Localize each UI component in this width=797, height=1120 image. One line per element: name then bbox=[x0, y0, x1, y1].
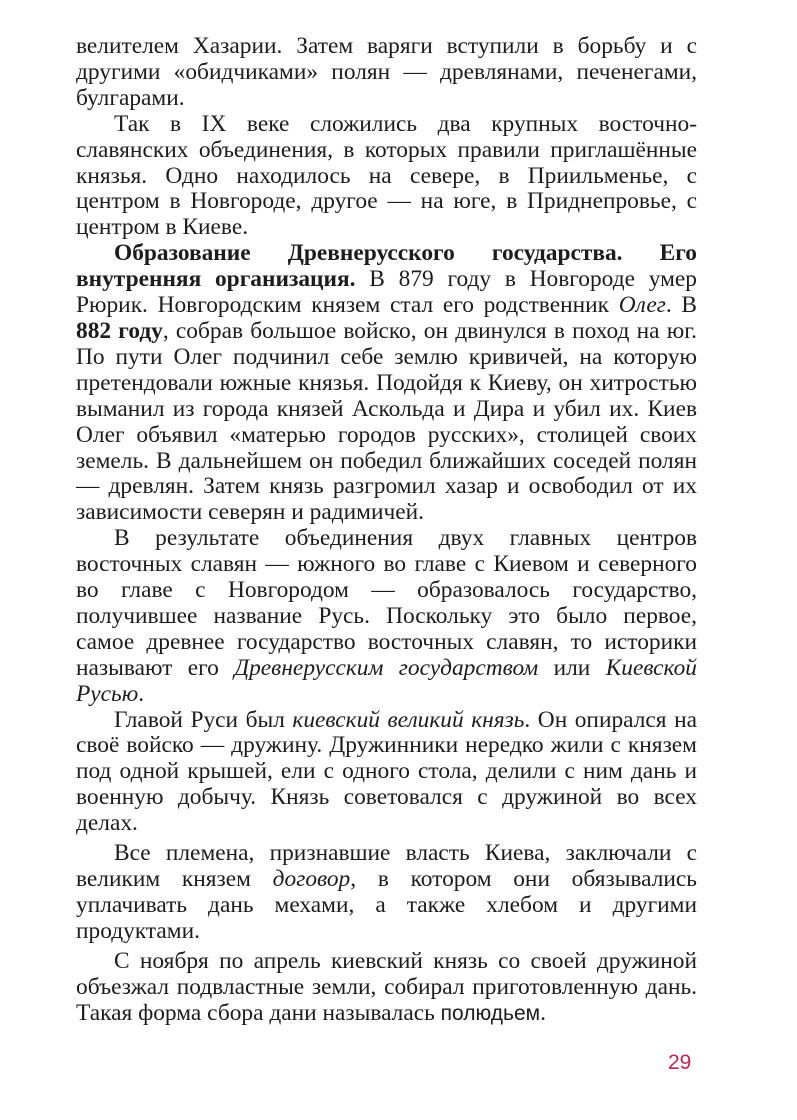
section-heading: Образование Древнерусского государства. Его внутренняя организация. bbox=[76, 240, 697, 293]
paragraph-text: велителем Хазарии. Затем варяги вступили в борьбу и с другими «обидчиками» полян — древлянами, печенегами, булгарами. bbox=[76, 33, 697, 111]
paragraph-text: или bbox=[538, 654, 606, 681]
paragraph-text: В результате объединения двух главных центров восточных славян — южного во главе с Киевом и северного во главе с Новгородом — образовалось государство, получившее название Русь. Поскольку это было первое, самое древнее государство восточных славян, то историки называют его bbox=[76, 525, 697, 681]
paragraph-text: , в котором они обязывались уплачивать дань мехами, а также хлебом и другими продуктами. bbox=[76, 866, 697, 944]
paragraph-formation bbox=[76, 241, 697, 526]
paragraph-text: . bbox=[540, 999, 546, 1026]
term-treaty: договор bbox=[272, 866, 351, 892]
paragraph-rus-name bbox=[76, 526, 697, 707]
paragraph-treaty bbox=[76, 841, 697, 945]
paragraph-text: С ноября по апрель киевский князь со своей дружиной объезжал подвластные земли, собирал приготовленную дань. Такая форма сбора дани называлась bbox=[76, 947, 697, 1026]
paragraph-khazaria bbox=[76, 34, 697, 112]
paragraph-text: Так в IX веке сложились два крупных восточнославянских объединения, в которых правили приглашённые князья. Одно находилось на севере, в Приильменье, с центром в Новгороде, другое — на юге, в Приднепровье, с центром в Киеве. bbox=[76, 110, 697, 241]
term-grand-prince: киевский великий князь bbox=[292, 706, 525, 733]
term-polyudye: полюдьем bbox=[440, 1001, 541, 1025]
paragraph-text: . В bbox=[665, 292, 697, 319]
paragraph-text: , собрав большое войско, он двинулся в поход на юг. По пути Олег подчинил себе землю кривичей, на которую претендовали южные князья. Подойдя к Киеву, он хитростью выманил из города князей Аскольда и Дира и убил их. Киев Олег объявил «матерью городов русских», столицей своих земель. В дальнейшем он победил ближайших соседей полян — древлян. Затем князь разгромил хазар и освободил от их зависимости северян и радимичей. bbox=[76, 317, 697, 526]
paragraph-two-unions bbox=[76, 112, 697, 242]
paragraph-text: . bbox=[138, 680, 145, 707]
paragraph-text: . Он опирался на своё войско — дружину. Дружинники нередко жили с князем под одной крышей, ели с одного стола, делили с ним дань и военную добычу. Князь советовался с дружиной во всех делах. bbox=[76, 706, 697, 837]
paragraph-text: Все племена, признавшие власть Киева, заключали с великим князем bbox=[76, 840, 697, 892]
term-old-russian-state: Древнерусским государством bbox=[234, 654, 539, 681]
paragraph-text: В 879 году в Новгороде умер Рюрик. Новгородским князем стал его родственник bbox=[76, 266, 697, 319]
paragraph-grand-prince bbox=[76, 708, 697, 838]
term-oleg: Олег bbox=[618, 292, 666, 319]
paragraph-polyudye bbox=[76, 949, 697, 1027]
term-kievan-rus: Киевской Русью bbox=[76, 654, 697, 707]
date-882: 882 году bbox=[76, 317, 163, 344]
page-number: 29 bbox=[668, 1051, 692, 1074]
textbook-page-body bbox=[76, 34, 697, 1026]
paragraph-text: Главой Руси был bbox=[114, 706, 293, 733]
